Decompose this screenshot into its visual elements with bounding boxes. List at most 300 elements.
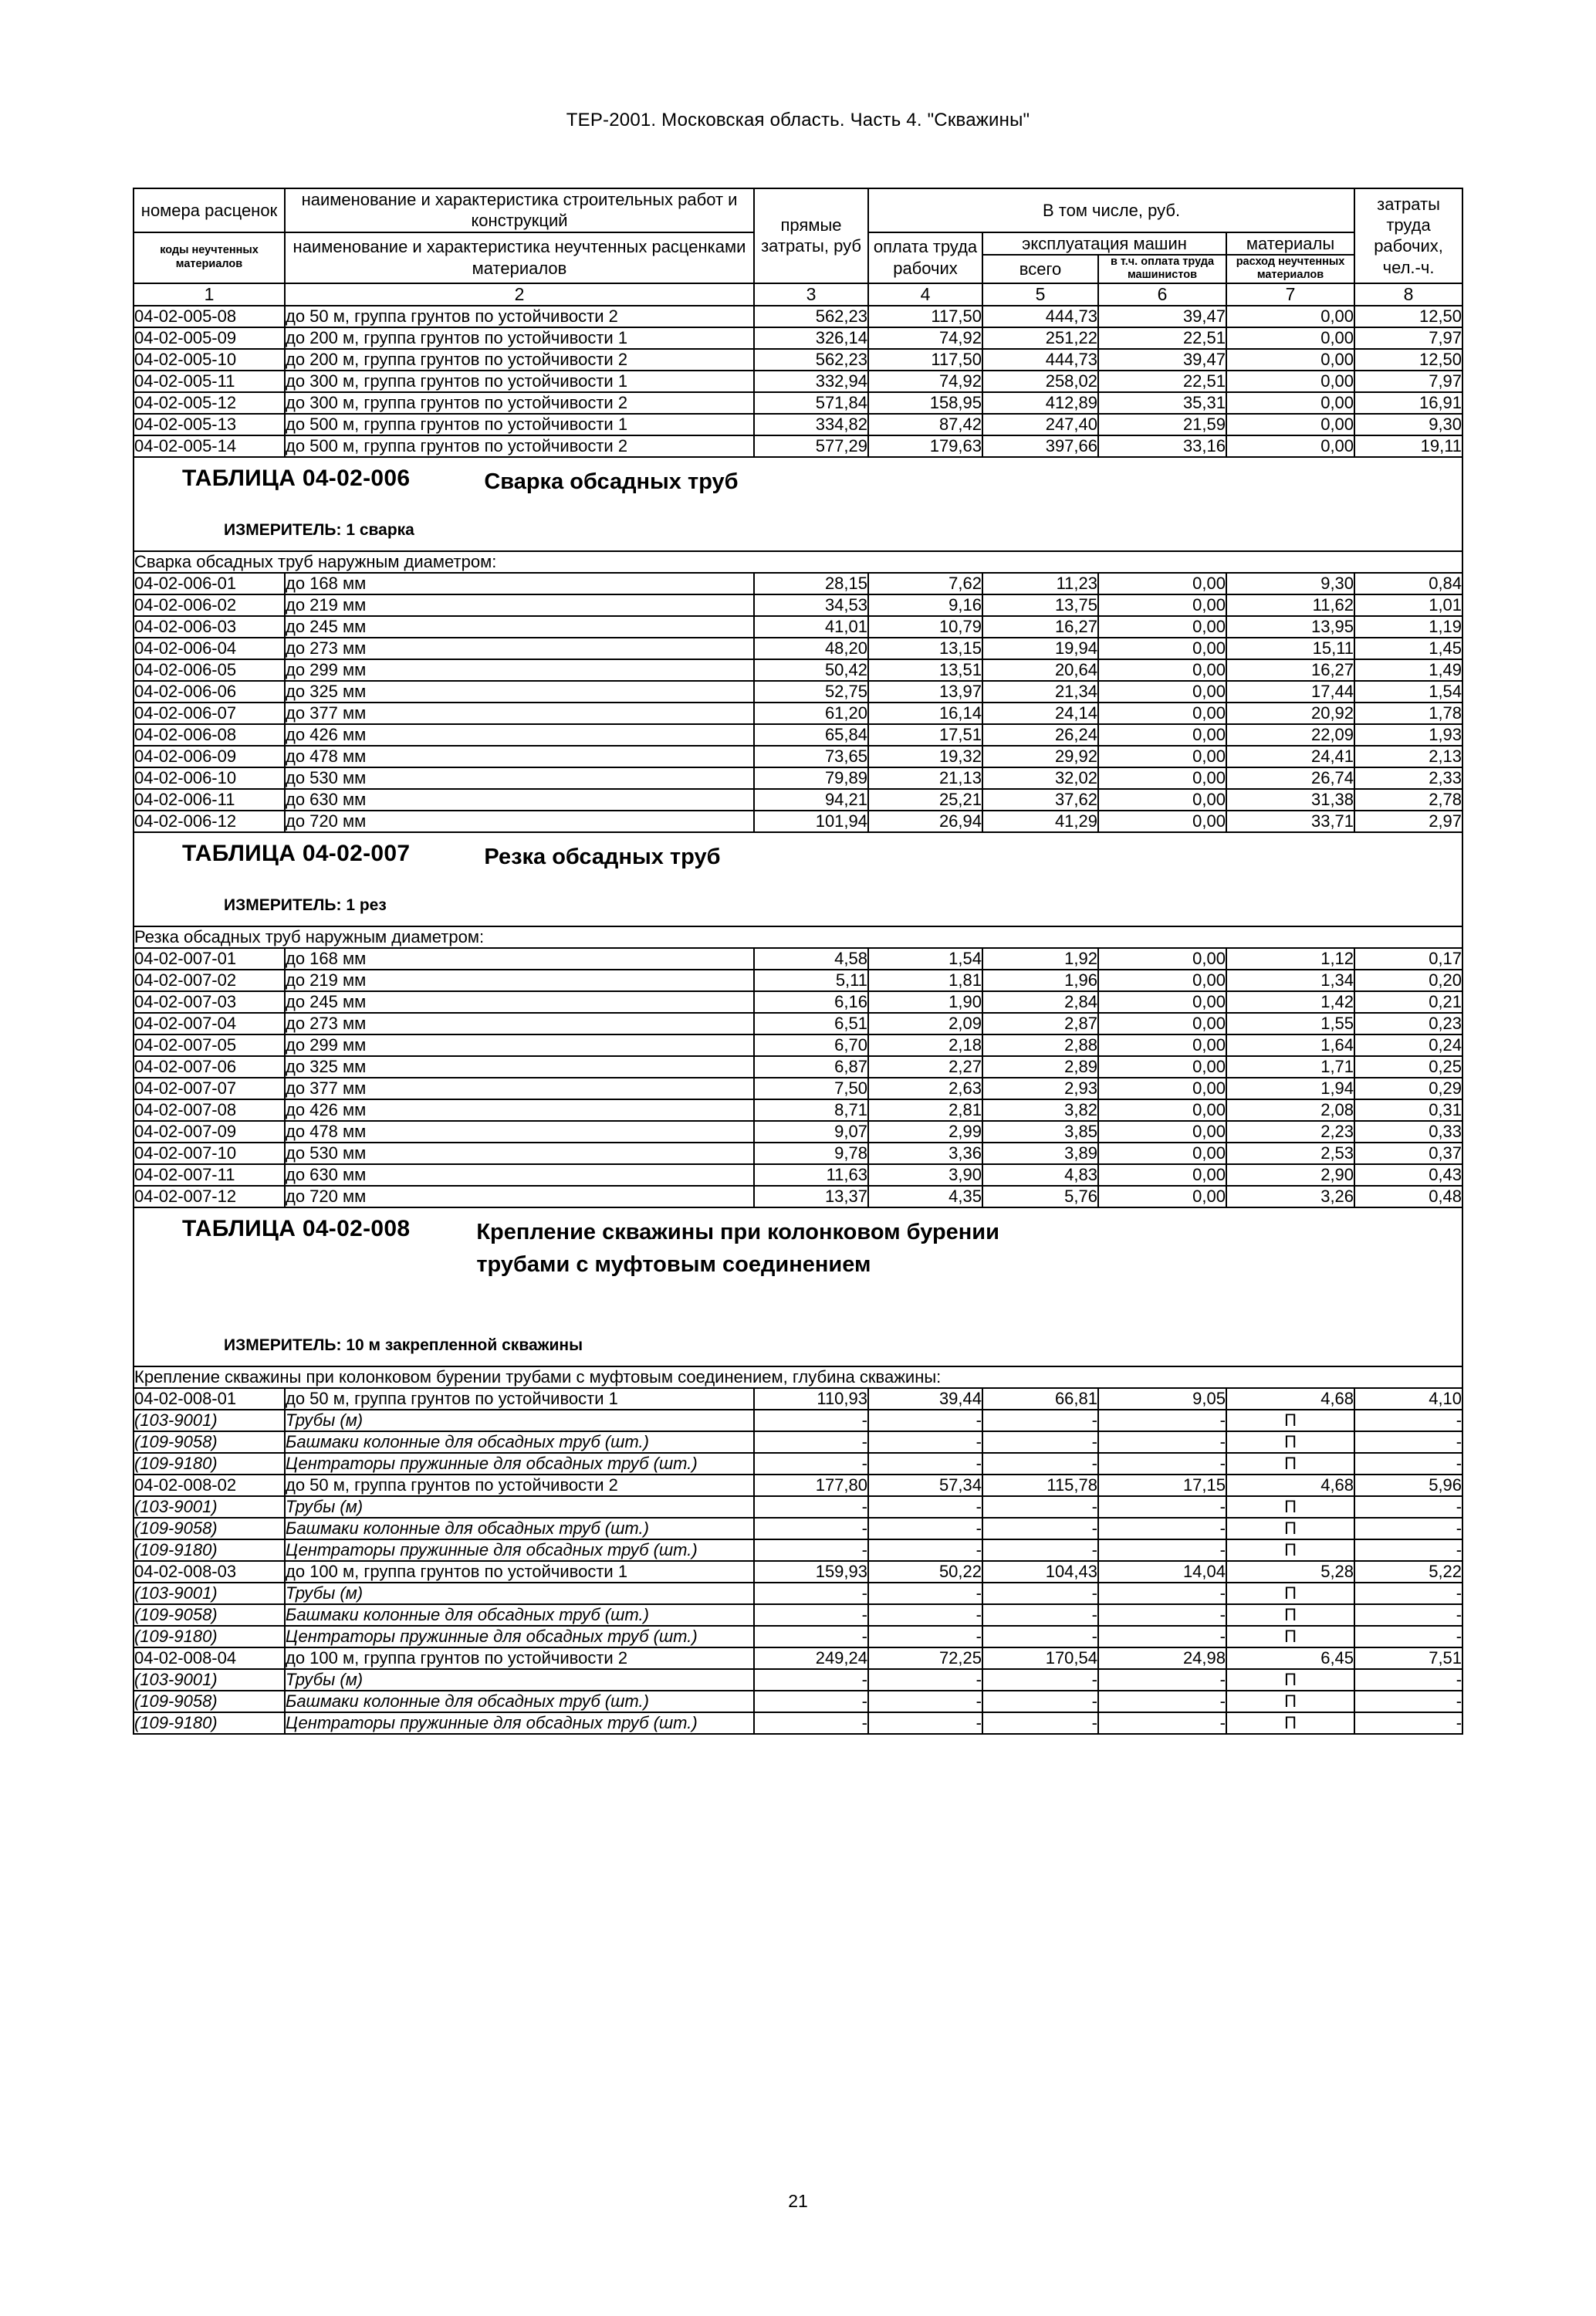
row-value-col8: 2,78 — [1354, 789, 1462, 811]
row-value-col6: 39,47 — [1098, 306, 1226, 327]
row-value-col7: 1,42 — [1226, 991, 1354, 1013]
row-value-col8: 1,54 — [1354, 681, 1462, 703]
table-row-005 — [134, 392, 1462, 414]
row-description: до 299 мм — [285, 659, 754, 681]
row-description: до 219 мм — [285, 970, 754, 991]
row-code: (109-9058) — [134, 1518, 285, 1539]
row-value-col4: 19,32 — [868, 746, 982, 767]
row-value-col6: 0,00 — [1098, 681, 1226, 703]
row-value-col5: 412,89 — [982, 392, 1098, 414]
table-name: Резка обсадных труб — [484, 844, 721, 869]
table-row-006 — [134, 681, 1462, 703]
row-value-col6: 0,00 — [1098, 746, 1226, 767]
row-value-col7: 5,28 — [1226, 1561, 1354, 1583]
table-007-title-block-cell — [134, 832, 1462, 926]
header-col5: всего — [982, 255, 1098, 283]
row-value-col5: 444,73 — [982, 349, 1098, 371]
row-description: до 200 м, группа грунтов по устойчивости 1 — [285, 327, 754, 349]
row-value-col8: 19,11 — [1354, 435, 1462, 457]
row-description: до 630 мм — [285, 789, 754, 811]
table-name — [410, 1216, 999, 1281]
row-code: 04-02-005-08 — [134, 306, 285, 327]
row-value-col8: 0,25 — [1354, 1056, 1462, 1078]
row-value-col5: - — [982, 1669, 1098, 1691]
row-value-col4: 10,79 — [868, 616, 982, 638]
row-code: 04-02-006-03 — [134, 616, 285, 638]
row-value-col5: 26,24 — [982, 724, 1098, 746]
row-code: 04-02-007-08 — [134, 1099, 285, 1121]
row-value-col8: - — [1354, 1431, 1462, 1453]
row-value-col3: 52,75 — [754, 681, 868, 703]
row-description: до 478 мм — [285, 746, 754, 767]
header-group-vtomchisle: В том числе, руб. — [868, 188, 1354, 232]
row-value-col4: 117,50 — [868, 306, 982, 327]
row-code: (103-9001) — [134, 1669, 285, 1691]
table-row-006 — [134, 767, 1462, 789]
row-value-col4: 3,36 — [868, 1143, 982, 1164]
row-value-col7: 0,00 — [1226, 392, 1354, 414]
table-007-subheading — [134, 926, 1462, 948]
table-column-numbers-row — [134, 283, 1462, 306]
row-value-col5: 29,92 — [982, 746, 1098, 767]
table-title: ТАБЛИЦА 04-02-006 — [182, 465, 411, 491]
row-description: до 100 м, группа грунтов по устойчивости 1 — [285, 1561, 754, 1583]
table-row-007 — [134, 1143, 1462, 1164]
row-value-col5: 1,96 — [982, 970, 1098, 991]
table-row-007 — [134, 991, 1462, 1013]
row-value-col7: П — [1226, 1453, 1354, 1475]
row-value-col5: 170,54 — [982, 1647, 1098, 1669]
row-value-col5: 397,66 — [982, 435, 1098, 457]
row-value-col4: 1,54 — [868, 948, 982, 970]
row-value-col7: 6,45 — [1226, 1647, 1354, 1669]
table-008-title-block-cell — [134, 1207, 1462, 1366]
row-code: 04-02-005-13 — [134, 414, 285, 435]
row-value-col4: 3,90 — [868, 1164, 982, 1186]
row-value-col4: 2,63 — [868, 1078, 982, 1099]
row-value-col6: - — [1098, 1626, 1226, 1647]
row-description: до 720 мм — [285, 811, 754, 832]
table-row-006 — [134, 811, 1462, 832]
row-value-col8: 2,97 — [1354, 811, 1462, 832]
row-value-col5: 13,75 — [982, 594, 1098, 616]
row-value-col6: 0,00 — [1098, 970, 1226, 991]
row-value-col7: П — [1226, 1518, 1354, 1539]
row-value-col6: 0,00 — [1098, 1143, 1226, 1164]
row-value-col8: 0,29 — [1354, 1078, 1462, 1099]
row-value-col5: 21,34 — [982, 681, 1098, 703]
table-row-008-material — [134, 1518, 1462, 1539]
row-description: до 300 м, группа грунтов по устойчивости 1 — [285, 371, 754, 392]
row-value-col4: - — [868, 1604, 982, 1626]
row-description: до 325 мм — [285, 1056, 754, 1078]
row-value-col8: 0,17 — [1354, 948, 1462, 970]
row-value-col4: 74,92 — [868, 371, 982, 392]
row-value-col6: 0,00 — [1098, 789, 1226, 811]
row-code: 04-02-006-09 — [134, 746, 285, 767]
row-value-col8: - — [1354, 1691, 1462, 1712]
column-number-2: 2 — [285, 283, 754, 306]
table-row-007 — [134, 1034, 1462, 1056]
row-value-col7: 1,55 — [1226, 1013, 1354, 1034]
row-description: до 273 мм — [285, 1013, 754, 1034]
row-value-col6: 33,16 — [1098, 435, 1226, 457]
row-description: до 300 м, группа грунтов по устойчивости 2 — [285, 392, 754, 414]
row-value-col7: 4,68 — [1226, 1388, 1354, 1410]
row-value-col7: П — [1226, 1604, 1354, 1626]
row-code: (109-9180) — [134, 1453, 285, 1475]
row-value-col8: 0,31 — [1354, 1099, 1462, 1121]
row-value-col7: 11,62 — [1226, 594, 1354, 616]
row-value-col6: - — [1098, 1431, 1226, 1453]
table-row-007 — [134, 1186, 1462, 1207]
row-value-col5: 4,83 — [982, 1164, 1098, 1186]
row-value-col7: 0,00 — [1226, 414, 1354, 435]
header-group-materials: материалы — [1226, 232, 1354, 255]
row-value-col5: - — [982, 1583, 1098, 1604]
row-description: до 530 мм — [285, 1143, 754, 1164]
row-value-col5: 2,87 — [982, 1013, 1098, 1034]
row-value-col6: - — [1098, 1712, 1226, 1734]
row-value-col5: 258,02 — [982, 371, 1098, 392]
table-row-005 — [134, 306, 1462, 327]
row-value-col3: 34,53 — [754, 594, 868, 616]
column-number-7: 7 — [1226, 283, 1354, 306]
row-value-col6: - — [1098, 1691, 1226, 1712]
column-number-5: 5 — [982, 283, 1098, 306]
row-value-col8: 12,50 — [1354, 349, 1462, 371]
row-code: 04-02-007-05 — [134, 1034, 285, 1056]
row-value-col7: П — [1226, 1691, 1354, 1712]
row-value-col8: 0,37 — [1354, 1143, 1462, 1164]
row-value-col4: 7,62 — [868, 573, 982, 594]
table-measure-unit: ИЗМЕРИТЕЛЬ: 1 рез — [224, 896, 387, 914]
row-code: 04-02-008-04 — [134, 1647, 285, 1669]
header-col4: оплата труда рабочих — [868, 232, 982, 283]
row-value-col8: 0,21 — [1354, 991, 1462, 1013]
row-value-col7: П — [1226, 1431, 1354, 1453]
row-value-col8: - — [1354, 1539, 1462, 1561]
table-008-subheading-cell: Крепление скважины при колонковом бурении трубами с муфтовым соединением, глубина скважины: — [134, 1366, 1462, 1388]
table-row-008-material — [134, 1496, 1462, 1518]
row-value-col4: - — [868, 1453, 982, 1475]
row-value-col6: 0,00 — [1098, 659, 1226, 681]
row-description: Башмаки колонные для обсадных труб (шт.) — [285, 1518, 754, 1539]
row-value-col6: 17,15 — [1098, 1475, 1226, 1496]
row-description: до 377 мм — [285, 703, 754, 724]
price-table — [133, 188, 1463, 1735]
row-code: 04-02-007-07 — [134, 1078, 285, 1099]
row-value-col6: 0,00 — [1098, 1078, 1226, 1099]
row-value-col3: - — [754, 1453, 868, 1475]
row-value-col8: 7,97 — [1354, 327, 1462, 349]
row-value-col4: 179,63 — [868, 435, 982, 457]
page-number: 21 — [788, 2191, 808, 2211]
table-006-subheading-cell: Сварка обсадных труб наружным диаметром: — [134, 551, 1462, 573]
row-value-col4: 9,16 — [868, 594, 982, 616]
row-value-col6: 0,00 — [1098, 1121, 1226, 1143]
row-value-col6: - — [1098, 1583, 1226, 1604]
row-value-col7: П — [1226, 1626, 1354, 1647]
table-row-006 — [134, 616, 1462, 638]
row-value-col8: 1,78 — [1354, 703, 1462, 724]
row-description: Центраторы пружинные для обсадных труб (шт.) — [285, 1712, 754, 1734]
row-value-col3: - — [754, 1691, 868, 1712]
row-value-col4: 2,18 — [868, 1034, 982, 1056]
header-col1-bottom: коды неучтенных материалов — [134, 232, 285, 283]
row-code: 04-02-007-02 — [134, 970, 285, 991]
row-value-col8: 0,84 — [1354, 573, 1462, 594]
row-code: (109-9180) — [134, 1626, 285, 1647]
row-value-col4: 2,09 — [868, 1013, 982, 1034]
row-value-col3: 48,20 — [754, 638, 868, 659]
price-table-sheet — [133, 188, 1462, 1735]
row-value-col4: 13,97 — [868, 681, 982, 703]
row-value-col3: - — [754, 1626, 868, 1647]
row-value-col6: 0,00 — [1098, 573, 1226, 594]
header-col2-top: наименование и характеристика строительных работ и конструкций — [285, 188, 754, 232]
row-value-col3: 110,93 — [754, 1388, 868, 1410]
row-value-col7: 1,34 — [1226, 970, 1354, 991]
table-header-row-1 — [134, 188, 1462, 232]
header-col3: прямые затраты, руб — [754, 188, 868, 283]
row-description: до 478 мм — [285, 1121, 754, 1143]
row-description: до 50 м, группа грунтов по устойчивости 2 — [285, 1475, 754, 1496]
row-value-col5: 3,85 — [982, 1121, 1098, 1143]
row-value-col3: 4,58 — [754, 948, 868, 970]
row-code: 04-02-007-06 — [134, 1056, 285, 1078]
row-value-col3: - — [754, 1712, 868, 1734]
row-value-col3: 13,37 — [754, 1186, 868, 1207]
row-value-col8: 5,22 — [1354, 1561, 1462, 1583]
row-value-col8: 1,45 — [1354, 638, 1462, 659]
row-value-col8: 9,30 — [1354, 414, 1462, 435]
table-006-title-block-inner — [134, 458, 1462, 550]
row-value-col6: 35,31 — [1098, 392, 1226, 414]
row-description: Башмаки колонные для обсадных труб (шт.) — [285, 1604, 754, 1626]
row-value-col3: 65,84 — [754, 724, 868, 746]
row-value-col3: 562,23 — [754, 349, 868, 371]
column-number-4: 4 — [868, 283, 982, 306]
row-code: 04-02-006-01 — [134, 573, 285, 594]
row-value-col3: 6,70 — [754, 1034, 868, 1056]
row-value-col8: 0,23 — [1354, 1013, 1462, 1034]
row-value-col8: - — [1354, 1496, 1462, 1518]
row-value-col7: 0,00 — [1226, 327, 1354, 349]
row-code: (103-9001) — [134, 1496, 285, 1518]
row-value-col6: - — [1098, 1453, 1226, 1475]
row-value-col3: 61,20 — [754, 703, 868, 724]
row-code: 04-02-005-10 — [134, 349, 285, 371]
row-code: (109-9180) — [134, 1712, 285, 1734]
row-value-col7: 2,08 — [1226, 1099, 1354, 1121]
row-value-col4: 50,22 — [868, 1561, 982, 1583]
row-value-col7: 1,71 — [1226, 1056, 1354, 1078]
row-value-col3: - — [754, 1410, 868, 1431]
row-value-col8: - — [1354, 1518, 1462, 1539]
row-value-col5: 2,93 — [982, 1078, 1098, 1099]
table-008-title-block — [134, 1207, 1462, 1366]
row-value-col8: 1,49 — [1354, 659, 1462, 681]
row-value-col5: - — [982, 1431, 1098, 1453]
row-value-col7: 26,74 — [1226, 767, 1354, 789]
table-row-007 — [134, 948, 1462, 970]
row-value-col4: 87,42 — [868, 414, 982, 435]
row-value-col4: 1,90 — [868, 991, 982, 1013]
row-value-col4: - — [868, 1410, 982, 1431]
table-row-007 — [134, 970, 1462, 991]
table-row-008-material — [134, 1431, 1462, 1453]
row-value-col7: 0,00 — [1226, 371, 1354, 392]
row-value-col8: - — [1354, 1669, 1462, 1691]
row-value-col6: 0,00 — [1098, 948, 1226, 970]
table-007-title-block — [134, 832, 1462, 926]
table-row-005 — [134, 327, 1462, 349]
table-row-008-material — [134, 1604, 1462, 1626]
table-measure-unit: ИЗМЕРИТЕЛЬ: 10 м закрепленной скважины — [224, 1336, 583, 1354]
row-value-col3: 50,42 — [754, 659, 868, 681]
row-value-col8: 1,93 — [1354, 724, 1462, 746]
row-value-col7: 0,00 — [1226, 435, 1354, 457]
row-description: до 530 мм — [285, 767, 754, 789]
row-value-col5: 19,94 — [982, 638, 1098, 659]
row-value-col8: 4,10 — [1354, 1388, 1462, 1410]
row-code: 04-02-006-07 — [134, 703, 285, 724]
row-value-col8: 7,51 — [1354, 1647, 1462, 1669]
row-code: 04-02-006-08 — [134, 724, 285, 746]
table-row-006 — [134, 703, 1462, 724]
row-value-col6: 21,59 — [1098, 414, 1226, 435]
row-code: 04-02-007-01 — [134, 948, 285, 970]
row-value-col5: 32,02 — [982, 767, 1098, 789]
row-value-col8: 12,50 — [1354, 306, 1462, 327]
row-value-col6: 9,05 — [1098, 1388, 1226, 1410]
row-value-col7: 1,12 — [1226, 948, 1354, 970]
column-number-6: 6 — [1098, 283, 1226, 306]
row-value-col3: 6,16 — [754, 991, 868, 1013]
table-row-008-material — [134, 1691, 1462, 1712]
table-row-006 — [134, 573, 1462, 594]
row-value-col6: - — [1098, 1496, 1226, 1518]
row-value-col6: - — [1098, 1518, 1226, 1539]
row-value-col5: - — [982, 1410, 1098, 1431]
row-value-col5: 3,89 — [982, 1143, 1098, 1164]
row-value-col7: 1,64 — [1226, 1034, 1354, 1056]
row-description: до 50 м, группа грунтов по устойчивости 1 — [285, 1388, 754, 1410]
row-value-col4: - — [868, 1669, 982, 1691]
row-value-col5: 251,22 — [982, 327, 1098, 349]
row-value-col3: 6,87 — [754, 1056, 868, 1078]
row-code: (109-9058) — [134, 1604, 285, 1626]
row-value-col8: - — [1354, 1410, 1462, 1431]
row-description: Трубы (м) — [285, 1410, 754, 1431]
row-description: Центраторы пружинные для обсадных труб (шт.) — [285, 1453, 754, 1475]
row-code: (109-9058) — [134, 1431, 285, 1453]
row-value-col3: 177,80 — [754, 1475, 868, 1496]
table-row-005 — [134, 414, 1462, 435]
row-description: Центраторы пружинные для обсадных труб (шт.) — [285, 1626, 754, 1647]
row-value-col6: 0,00 — [1098, 1099, 1226, 1121]
row-value-col5: 20,64 — [982, 659, 1098, 681]
row-value-col3: 73,65 — [754, 746, 868, 767]
row-value-col5: 16,27 — [982, 616, 1098, 638]
row-value-col4: 1,81 — [868, 970, 982, 991]
row-value-col3: - — [754, 1669, 868, 1691]
row-value-col3: - — [754, 1496, 868, 1518]
row-value-col7: 16,27 — [1226, 659, 1354, 681]
table-006-title-block — [134, 457, 1462, 551]
row-value-col5: 115,78 — [982, 1475, 1098, 1496]
row-value-col7: 20,92 — [1226, 703, 1354, 724]
table-name-line2: трубами с муфтовым соединением — [476, 1251, 871, 1277]
row-value-col5: 41,29 — [982, 811, 1098, 832]
table-row-008-material — [134, 1712, 1462, 1734]
row-value-col6: 0,00 — [1098, 616, 1226, 638]
row-value-col3: 577,29 — [754, 435, 868, 457]
row-value-col8: 0,33 — [1354, 1121, 1462, 1143]
row-value-col5: 2,89 — [982, 1056, 1098, 1078]
table-row-006 — [134, 746, 1462, 767]
row-value-col3: 159,93 — [754, 1561, 868, 1583]
row-value-col4: 4,35 — [868, 1186, 982, 1207]
row-value-col8: 0,24 — [1354, 1034, 1462, 1056]
row-description: до 168 мм — [285, 948, 754, 970]
row-description: до 299 мм — [285, 1034, 754, 1056]
row-value-col6: - — [1098, 1539, 1226, 1561]
row-value-col5: - — [982, 1604, 1098, 1626]
table-row-006 — [134, 789, 1462, 811]
row-value-col8: - — [1354, 1583, 1462, 1604]
row-value-col3: 11,63 — [754, 1164, 868, 1186]
row-value-col5: 5,76 — [982, 1186, 1098, 1207]
row-description: Трубы (м) — [285, 1669, 754, 1691]
row-code: 04-02-007-04 — [134, 1013, 285, 1034]
row-value-col7: П — [1226, 1539, 1354, 1561]
row-value-col5: 66,81 — [982, 1388, 1098, 1410]
row-value-col8: 1,19 — [1354, 616, 1462, 638]
row-code: 04-02-006-02 — [134, 594, 285, 616]
row-value-col8: 7,97 — [1354, 371, 1462, 392]
row-code: 04-02-007-10 — [134, 1143, 285, 1164]
header-col8: затраты труда рабочих, чел.-ч. — [1354, 188, 1462, 283]
table-row-008 — [134, 1388, 1462, 1410]
row-description: до 245 мм — [285, 616, 754, 638]
table-row-007 — [134, 1078, 1462, 1099]
row-value-col4: 158,95 — [868, 392, 982, 414]
row-value-col6: 0,00 — [1098, 1013, 1226, 1034]
row-code: 04-02-006-11 — [134, 789, 285, 811]
row-value-col8: - — [1354, 1626, 1462, 1647]
row-value-col3: 28,15 — [754, 573, 868, 594]
row-value-col3: 79,89 — [754, 767, 868, 789]
row-value-col6: 0,00 — [1098, 1056, 1226, 1078]
row-value-col4: - — [868, 1431, 982, 1453]
row-value-col6: 22,51 — [1098, 371, 1226, 392]
table-row-005 — [134, 349, 1462, 371]
table-008-title-block-inner — [134, 1208, 1462, 1366]
row-value-col7: 22,09 — [1226, 724, 1354, 746]
row-value-col3: - — [754, 1518, 868, 1539]
row-value-col4: - — [868, 1583, 982, 1604]
row-value-col6: 0,00 — [1098, 724, 1226, 746]
row-description: до 219 мм — [285, 594, 754, 616]
table-title: ТАБЛИЦА 04-02-007 — [182, 840, 411, 866]
row-description: Центраторы пружинные для обсадных труб (шт.) — [285, 1539, 754, 1561]
row-value-col4: 57,34 — [868, 1475, 982, 1496]
row-value-col7: 31,38 — [1226, 789, 1354, 811]
row-value-col5: - — [982, 1626, 1098, 1647]
header-group-machines: эксплуатация машин — [982, 232, 1226, 255]
